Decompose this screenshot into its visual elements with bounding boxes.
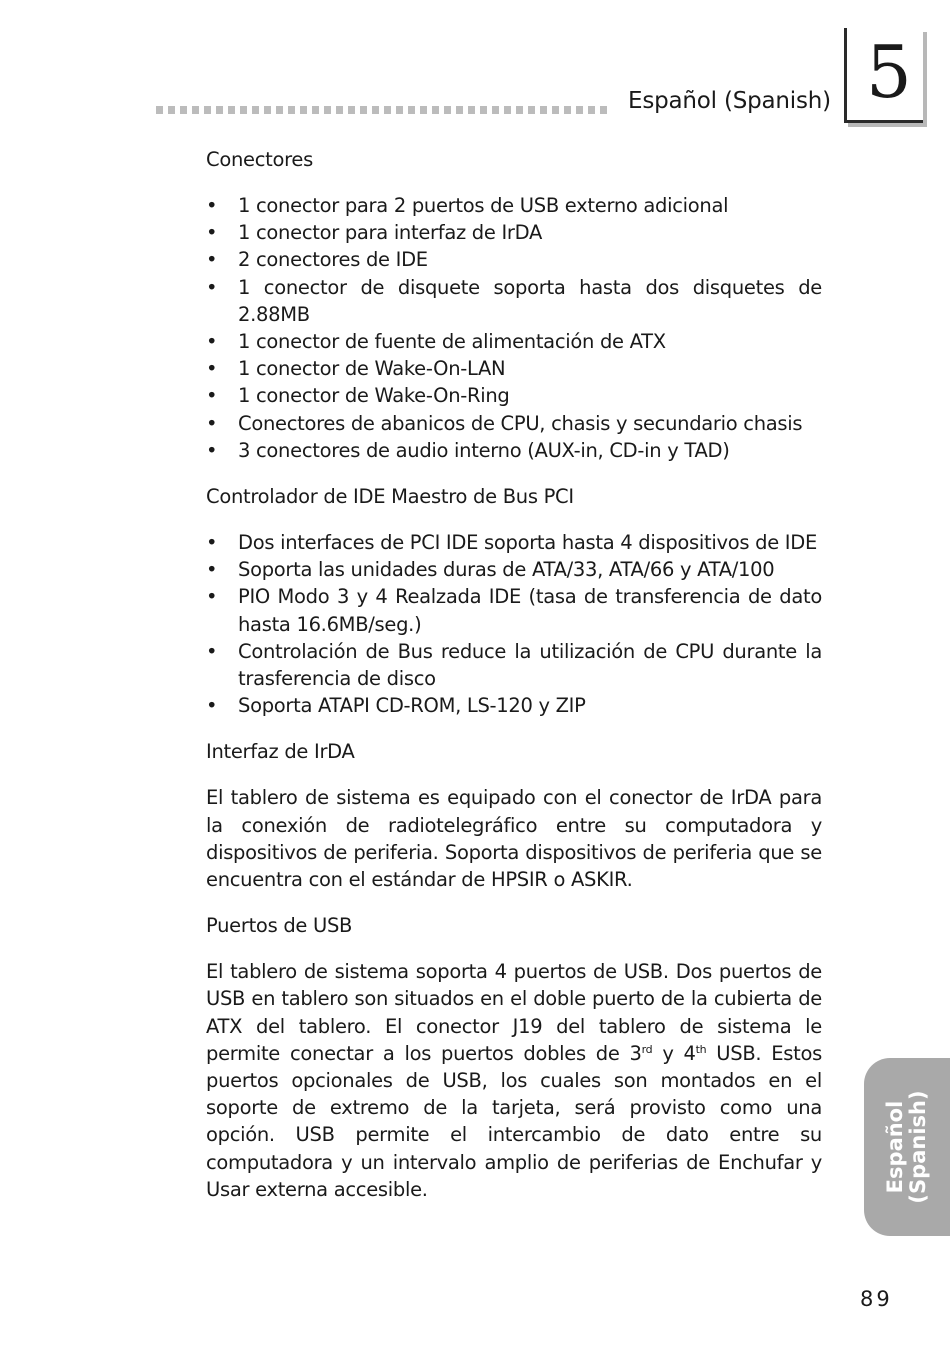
header-dotted-rule xyxy=(156,106,616,116)
header-dot xyxy=(252,106,259,114)
list-item: • Conectores de abanicos de CPU, chasis y secundario chasis xyxy=(206,411,803,435)
side-language-tab xyxy=(864,1058,950,1236)
section-heading-irda: Interfaz de IrDA xyxy=(206,740,355,764)
list-item: • 1 conector de fuente de alimentación de ATX xyxy=(206,330,666,354)
header-dot xyxy=(552,106,559,114)
chapter-number: 5 xyxy=(866,30,912,114)
header-dot xyxy=(168,106,175,114)
header-dot xyxy=(480,106,487,114)
header-dot xyxy=(336,106,343,114)
header-dot xyxy=(492,106,499,114)
connectors-list xyxy=(206,192,822,464)
superscript-rd: rd xyxy=(641,1042,653,1056)
ide-controller-list xyxy=(206,529,822,719)
list-item: • Soporta las unidades duras de ATA/33, ATA/66 y ATA/100 xyxy=(206,558,775,582)
section-heading-connectors: Conectores xyxy=(206,148,313,171)
header-dot xyxy=(300,106,307,114)
list-item: • PIO Modo 3 y 4 Realzada IDE (tasa de transferencia de dato hasta 16.6MB/seg.) xyxy=(206,585,822,636)
header-dot xyxy=(528,106,535,114)
header-dot xyxy=(228,106,235,114)
list-item: • 1 conector de Wake-On-Ring xyxy=(206,384,510,408)
list-item: • Dos interfaces de PCI IDE soporta hasta 4 dispositivos de IDE xyxy=(206,531,817,555)
header-dot xyxy=(456,106,463,114)
header-dot xyxy=(384,106,391,114)
list-item: • 1 conector para interfaz de IrDA xyxy=(206,221,543,245)
section-heading-ide-controller: Controlador de IDE Maestro de Bus PCI xyxy=(206,485,574,509)
page-number: 89 xyxy=(860,1287,893,1311)
header-dot xyxy=(216,106,223,114)
header-dot xyxy=(204,106,211,114)
list-item: • Soporta ATAPI CD-ROM, LS-120 y ZIP xyxy=(206,694,586,718)
header-dot xyxy=(564,106,571,114)
header-dot xyxy=(180,106,187,114)
header-dot xyxy=(156,106,163,114)
page-content xyxy=(206,146,822,1222)
header-dot xyxy=(420,106,427,114)
header-dot xyxy=(444,106,451,114)
header-dot xyxy=(360,106,367,114)
list-item: • 1 conector de Wake-On-LAN xyxy=(206,357,506,381)
header-dot xyxy=(504,106,511,114)
header-dot xyxy=(408,106,415,114)
irda-paragraph: El tablero de sistema es equipado con el conector de IrDA para la conexión de radiotelegráfico entre su computadora y dispositivos de periferia. Soporta dispositivos de periferia que se encuentra con el estándar de HPSIR o ASKIR. xyxy=(206,786,822,892)
header-language-label: Español (Spanish) xyxy=(628,88,831,114)
header-dot xyxy=(468,106,475,114)
header-dot xyxy=(276,106,283,114)
superscript-th: th xyxy=(695,1042,707,1056)
side-tab-label: Español (Spanish) xyxy=(883,1090,930,1204)
header-dot xyxy=(288,106,295,114)
list-item: • 2 conectores de IDE xyxy=(206,248,428,272)
header-dot xyxy=(372,106,379,114)
header-dot xyxy=(396,106,403,114)
header-dot xyxy=(540,106,547,114)
header-dot xyxy=(312,106,319,114)
list-item: • 3 conectores de audio interno (AUX-in, CD-in y TAD) xyxy=(206,438,730,462)
header-dot xyxy=(240,106,247,114)
usb-paragraph: El tablero de sistema soporta 4 puertos de USB. Dos puertos de USB en tablero son situados en el doble puerto de la cubierta de ATX del tablero. El conector J19 del tablero de sistema le permite conectar a los puertos dobles de 3rd y 4th USB. Estos puertos opcionales de USB, los cuales son montados en el soporte de extremo de la tarjeta, será provisto como una opción. USB permite el intercambio de dato entre su computadora y un intervalo amplio de periferias de Enchufar y Usar externa accesible. xyxy=(206,960,822,1201)
header-dot xyxy=(600,106,607,114)
header-dot xyxy=(576,106,583,114)
header-dot xyxy=(432,106,439,114)
header-dot xyxy=(264,106,271,114)
header-dot xyxy=(192,106,199,114)
header-dot xyxy=(516,106,523,114)
list-item: • 1 conector de disquete soporta hasta dos disquetes de 2.88MB xyxy=(206,275,822,326)
header-dot xyxy=(588,106,595,114)
list-item: • 1 conector para 2 puertos de USB externo adicional xyxy=(206,194,729,217)
list-item: • Controlación de Bus reduce la utilización de CPU durante la trasferencia de disco xyxy=(206,639,822,691)
header-dot xyxy=(324,106,331,114)
header-dot xyxy=(348,106,355,114)
section-heading-usb: Puertos de USB xyxy=(206,914,353,938)
